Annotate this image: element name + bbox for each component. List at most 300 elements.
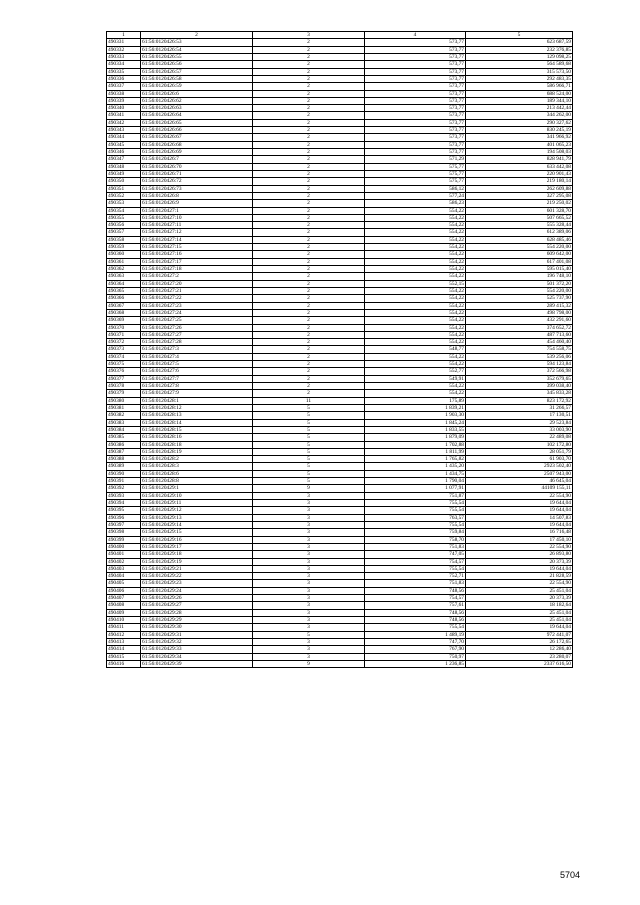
table-cell-col-5: 352 679,65	[466, 375, 573, 382]
table-cell-col-5: 219 250,02	[466, 200, 573, 207]
table-cell-col-3: 2	[253, 222, 365, 229]
table-cell-col-4: 757,61	[365, 602, 466, 609]
table-cell-col-2: 61:56:0120426:7	[141, 156, 253, 163]
table-cell-col-2: 61:56:0120426:71	[141, 170, 253, 177]
table-cell-col-1: 490331	[107, 39, 141, 46]
table-cell-col-2: 61:56:0120427:16	[141, 251, 253, 258]
table-cell-col-2: 61:56:0120429:23	[141, 580, 253, 587]
table-cell-col-5: 586 966,71	[466, 83, 573, 90]
table-cell-col-2: 61:56:0120427:7	[141, 375, 253, 382]
table-cell-col-4: 554,22	[365, 287, 466, 294]
table-cell-col-1: 490410	[107, 617, 141, 624]
table-cell-col-5: 194 508,03	[466, 149, 573, 156]
table-cell-col-3: 2	[253, 266, 365, 273]
table-cell-col-2: 61:56:0120426:9	[141, 200, 253, 207]
table-cell-col-4: 767,90	[365, 646, 466, 653]
column-header-2: 2	[141, 32, 253, 39]
table-row	[107, 39, 573, 46]
table-cell-col-4: 573,77	[365, 75, 466, 82]
table-cell-col-5: 19 644,04	[466, 507, 573, 514]
table-cell-col-2: 61:56:0120427:22	[141, 295, 253, 302]
table-cell-col-4: 554,22	[365, 214, 466, 221]
table-cell-col-4: 552,77	[365, 368, 466, 375]
table-cell-col-5: 21 828,59	[466, 573, 573, 580]
table-cell-col-4: 575,77	[365, 178, 466, 185]
table-cell-col-1: 490371	[107, 331, 141, 338]
table-cell-col-3: 5	[253, 412, 365, 419]
table-row	[107, 163, 573, 170]
table-cell-col-3: 5	[253, 448, 365, 455]
table-cell-col-4: 755,54	[365, 507, 466, 514]
table-cell-col-2: 61:56:0120426:55	[141, 53, 253, 60]
table-cell-col-4: 755,54	[365, 500, 466, 507]
table-cell-col-3: 2	[253, 339, 365, 346]
table-cell-col-3: 9	[253, 660, 365, 667]
table-cell-col-5: 2507 943,00	[466, 470, 573, 477]
table-row	[107, 317, 573, 324]
table-cell-col-3: 2	[253, 287, 365, 294]
table-cell-col-3: 2	[253, 236, 365, 243]
table-row	[107, 617, 573, 624]
table-row	[107, 463, 573, 470]
table-row	[107, 492, 573, 499]
table-cell-col-5: 19 644,04	[466, 624, 573, 631]
table-cell-col-5: 25 451,04	[466, 609, 573, 616]
table-cell-col-4: 554,22	[365, 244, 466, 251]
table-cell-col-4: 573,77	[365, 127, 466, 134]
table-cell-col-4: 751,83	[365, 580, 466, 587]
table-cell-col-2: 61:56:0120429:16	[141, 536, 253, 543]
table-cell-col-4: 759,84	[365, 529, 466, 536]
table-cell-col-5: 498 798,00	[466, 309, 573, 316]
table-cell-col-1: 490380	[107, 397, 141, 404]
table-row	[107, 558, 573, 565]
table-cell-col-2: 61:56:0120428:15	[141, 426, 253, 433]
table-cell-col-5: 345 833,28	[466, 390, 573, 397]
table-row	[107, 75, 573, 82]
table-cell-col-2: 61:56:0120429:24	[141, 587, 253, 594]
table-cell-col-5: 44109 155,11	[466, 485, 573, 492]
table-row	[107, 280, 573, 287]
table-cell-col-5: 17 130,51	[466, 412, 573, 419]
table-cell-col-1: 490366	[107, 295, 141, 302]
table-cell-col-3: 2	[253, 390, 365, 397]
table-row	[107, 660, 573, 667]
table-cell-col-2: 61:56:0120429:32	[141, 638, 253, 645]
table-cell-col-3: 5	[253, 456, 365, 463]
table-cell-col-1: 490405	[107, 580, 141, 587]
table-cell-col-3: 2	[253, 46, 365, 53]
table-cell-col-4: 763,57	[365, 514, 466, 521]
table-cell-col-3: 2	[253, 207, 365, 214]
table-cell-col-3: 5	[253, 441, 365, 448]
table-cell-col-3: 5	[253, 631, 365, 638]
table-cell-col-4: 755,54	[365, 521, 466, 528]
table-cell-col-5: 454 460,40	[466, 339, 573, 346]
table-cell-col-1: 490374	[107, 353, 141, 360]
table-cell-col-2: 61:56:0120426:54	[141, 46, 253, 53]
table-cell-col-5: 18 182,64	[466, 602, 573, 609]
table-cell-col-1: 490343	[107, 127, 141, 134]
table-cell-col-2: 61:56:0120429:33	[141, 646, 253, 653]
table-cell-col-2: 61:56:0120426:57	[141, 68, 253, 75]
table-cell-col-2: 61:56:0120426:63	[141, 105, 253, 112]
table-cell-col-4: 573,77	[365, 90, 466, 97]
table-cell-col-4: 573,77	[365, 97, 466, 104]
table-cell-col-4: 573,77	[365, 39, 466, 46]
table-cell-col-1: 490365	[107, 287, 141, 294]
table-row	[107, 441, 573, 448]
table-cell-col-2: 61:56:0120426:72	[141, 178, 253, 185]
table-cell-col-5: 399 038,40	[466, 383, 573, 390]
table-cell-col-4: 554,22	[365, 331, 466, 338]
table-row	[107, 229, 573, 236]
table-cell-col-4: 577,24	[365, 192, 466, 199]
table-row	[107, 543, 573, 550]
table-cell-col-2: 61:56:0120427:21	[141, 287, 253, 294]
table-cell-col-2: 61:56:0120427:10	[141, 214, 253, 221]
table-cell-col-4: 571,29	[365, 156, 466, 163]
table-row	[107, 127, 573, 134]
table-cell-col-5: 12 286,40	[466, 646, 573, 653]
table-cell-col-2: 61:56:0120429:27	[141, 602, 253, 609]
table-cell-col-4: 1 903,30	[365, 412, 466, 419]
table-row	[107, 573, 573, 580]
table-row	[107, 134, 573, 141]
table-cell-col-2: 61:56:0120429:17	[141, 543, 253, 550]
table-row	[107, 412, 573, 419]
table-cell-col-4: 751,87	[365, 492, 466, 499]
table-row	[107, 90, 573, 97]
table-cell-col-5: 555 328,44	[466, 222, 573, 229]
table-cell-col-2: 61:56:0120426:8	[141, 192, 253, 199]
table-cell-col-2: 61:56:0120428:1	[141, 397, 253, 404]
table-cell-col-5: 28 051,79	[466, 448, 573, 455]
table-cell-col-4: 1 077,91	[365, 485, 466, 492]
table-cell-col-2: 61:56:0120429:1	[141, 485, 253, 492]
table-cell-col-4: 586,23	[365, 200, 466, 207]
table-cell-col-3: 5	[253, 419, 365, 426]
table-cell-col-1: 490389	[107, 463, 141, 470]
table-cell-col-5: 617 401,08	[466, 258, 573, 265]
table-cell-col-1: 490367	[107, 302, 141, 309]
table-cell-col-5: 2337 616,50	[466, 660, 573, 667]
table-row	[107, 595, 573, 602]
table-cell-col-4: 549,91	[365, 375, 466, 382]
table-cell-col-5: 196 748,10	[466, 273, 573, 280]
column-header-1: 1	[107, 32, 141, 39]
table-cell-col-4: 1 702,88	[365, 441, 466, 448]
table-cell-col-3: 2	[253, 368, 365, 375]
table-cell-col-5: 554 220,00	[466, 287, 573, 294]
table-cell-col-3: 5	[253, 426, 365, 433]
table-cell-col-2: 61:56:0120429:31	[141, 631, 253, 638]
table-cell-col-1: 490401	[107, 551, 141, 558]
table-row	[107, 46, 573, 53]
table-cell-col-1: 490384	[107, 426, 141, 433]
table-row	[107, 61, 573, 68]
table-cell-col-5: 609 642,00	[466, 251, 573, 258]
table-cell-col-1: 490403	[107, 565, 141, 572]
table-row	[107, 149, 573, 156]
table-cell-col-2: 61:56:0120429:30	[141, 624, 253, 631]
table-cell-col-5: 633 442,08	[466, 163, 573, 170]
table-cell-col-4: 554,22	[365, 317, 466, 324]
table-cell-col-3: 2	[253, 112, 365, 119]
table-cell-col-2: 61:56:0120426:66	[141, 127, 253, 134]
table-cell-col-5: 372 566,98	[466, 368, 573, 375]
table-cell-col-5: 823 172,92	[466, 397, 573, 404]
table-row	[107, 485, 573, 492]
table-cell-col-4: 573,77	[365, 46, 466, 53]
column-header-5: 5	[466, 32, 573, 39]
table-row	[107, 258, 573, 265]
table-cell-col-5: 501 372,20	[466, 280, 573, 287]
table-row	[107, 119, 573, 126]
table-cell-col-4: 548,77	[365, 346, 466, 353]
table-cell-col-5: 213 442,44	[466, 105, 573, 112]
table-cell-col-5: 525 737,90	[466, 295, 573, 302]
table-cell-col-2: 61:56:0120429:28	[141, 609, 253, 616]
table-cell-col-1: 490377	[107, 375, 141, 382]
table-cell-col-1: 490373	[107, 346, 141, 353]
table-row	[107, 207, 573, 214]
table-cell-col-2: 61:56:0120428:14	[141, 419, 253, 426]
table-row	[107, 624, 573, 631]
table-cell-col-1: 490345	[107, 141, 141, 148]
table-cell-col-4: 554,22	[365, 222, 466, 229]
table-cell-col-1: 490391	[107, 478, 141, 485]
table-cell-col-3: 3	[253, 595, 365, 602]
table-cell-col-5: 31 266,57	[466, 404, 573, 411]
header-row	[107, 32, 573, 39]
table-cell-col-4: 1 790,04	[365, 478, 466, 485]
table-cell-col-3: 2	[253, 156, 365, 163]
table-cell-col-5: 595 015,40	[466, 266, 573, 273]
table-cell-col-4: 554,22	[365, 353, 466, 360]
table-cell-col-4: 1 236,85	[365, 660, 466, 667]
table-cell-col-4: 554,22	[365, 324, 466, 331]
table-row	[107, 324, 573, 331]
table-cell-col-3: 3	[253, 492, 365, 499]
table-cell-col-1: 490379	[107, 390, 141, 397]
table-row	[107, 236, 573, 243]
table-row	[107, 646, 573, 653]
table-cell-col-1: 490411	[107, 624, 141, 631]
table-cell-col-4: 758,70	[365, 536, 466, 543]
table-cell-col-4: 748,56	[365, 609, 466, 616]
table-cell-col-1: 490363	[107, 273, 141, 280]
table-cell-col-3: 2	[253, 105, 365, 112]
table-cell-col-4: 1 839,21	[365, 404, 466, 411]
table-cell-col-5: 14 507,83	[466, 514, 573, 521]
table-cell-col-5: 972 441,07	[466, 631, 573, 638]
table-cell-col-4: 554,22	[365, 295, 466, 302]
table-cell-col-5: 22 554,90	[466, 492, 573, 499]
table-cell-col-4: 751,83	[365, 543, 466, 550]
table-cell-col-4: 586,12	[365, 185, 466, 192]
table-cell-col-5: 292 483,35	[466, 75, 573, 82]
table-cell-col-2: 61:56:0120426:73	[141, 185, 253, 192]
table-cell-col-1: 490370	[107, 324, 141, 331]
table-row	[107, 638, 573, 645]
table-cell-col-2: 61:56:0120427:25	[141, 317, 253, 324]
table-cell-col-4: 554,22	[365, 390, 466, 397]
table-cell-col-1: 490362	[107, 266, 141, 273]
table-cell-col-5: 594 123,84	[466, 361, 573, 368]
table-cell-col-1: 490392	[107, 485, 141, 492]
table-cell-col-5: 564 589,68	[466, 61, 573, 68]
table-row	[107, 112, 573, 119]
table-cell-col-3: 5	[253, 478, 365, 485]
table-cell-col-5: 628 485,46	[466, 236, 573, 243]
table-cell-col-1: 490400	[107, 543, 141, 550]
table-cell-col-1: 490336	[107, 75, 141, 82]
table-cell-col-2: 61:56:0120426:68	[141, 141, 253, 148]
table-cell-col-2: 61:56:0120428:2	[141, 456, 253, 463]
table-cell-col-2: 61:56:0120426:56	[141, 61, 253, 68]
table-row	[107, 456, 573, 463]
table-cell-col-4: 554,22	[365, 273, 466, 280]
table-cell-col-1: 490390	[107, 470, 141, 477]
table-cell-col-3: 2	[253, 61, 365, 68]
table-cell-col-1: 490354	[107, 207, 141, 214]
table-row	[107, 507, 573, 514]
table-cell-col-4: 754,57	[365, 558, 466, 565]
table-cell-col-3: 2	[253, 39, 365, 46]
table-cell-col-3: 3	[253, 543, 365, 550]
table-cell-col-1: 490396	[107, 514, 141, 521]
table-cell-col-1: 490360	[107, 251, 141, 258]
table-cell-col-5: 612 389,06	[466, 229, 573, 236]
table-row	[107, 551, 573, 558]
table-row	[107, 273, 573, 280]
table-cell-col-4: 1 811,99	[365, 448, 466, 455]
table-cell-col-1: 490385	[107, 434, 141, 441]
table-cell-col-5: 623 687,59	[466, 39, 573, 46]
table-cell-col-3: 3	[253, 609, 365, 616]
table-cell-col-4: 554,22	[365, 383, 466, 390]
table-cell-col-3: 2	[253, 302, 365, 309]
table-cell-col-5: 26 893,80	[466, 551, 573, 558]
table-cell-col-3: 5	[253, 463, 365, 470]
table-cell-col-2: 61:56:0120427:6	[141, 368, 253, 375]
table-cell-col-5: 61 903,70	[466, 456, 573, 463]
table-row	[107, 97, 573, 104]
table-cell-col-2: 61:56:0120429:34	[141, 653, 253, 660]
table-row	[107, 361, 573, 368]
table-row	[107, 529, 573, 536]
table-cell-col-1: 490334	[107, 61, 141, 68]
table-cell-col-5: 22 554,90	[466, 543, 573, 550]
table-cell-col-3: 3	[253, 565, 365, 572]
table-cell-col-3: 2	[253, 331, 365, 338]
table-cell-col-1: 490349	[107, 170, 141, 177]
table-cell-col-1: 490337	[107, 83, 141, 90]
table-row	[107, 602, 573, 609]
table-cell-col-1: 490333	[107, 53, 141, 60]
table-cell-col-5: 20 373,39	[466, 558, 573, 565]
table-cell-col-2: 61:56:0120429:22	[141, 573, 253, 580]
table-cell-col-3: 2	[253, 346, 365, 353]
table-cell-col-5: 19 644,04	[466, 565, 573, 572]
table-cell-col-5: 20 373,39	[466, 595, 573, 602]
table-cell-col-2: 61:56:0120427:4	[141, 353, 253, 360]
table-cell-col-3: 2	[253, 200, 365, 207]
table-cell-col-2: 61:56:0120427:18	[141, 266, 253, 273]
table-cell-col-4: 747,70	[365, 638, 466, 645]
table-cell-col-4: 573,77	[365, 83, 466, 90]
table-cell-col-5: 189 344,10	[466, 97, 573, 104]
table-cell-col-2: 61:56:0120427:14	[141, 236, 253, 243]
table-cell-col-4: 573,77	[365, 149, 466, 156]
table-cell-col-5: 22 554,90	[466, 580, 573, 587]
table-cell-col-4: 1 879,09	[365, 434, 466, 441]
table-cell-col-4: 754,57	[365, 595, 466, 602]
table-cell-col-1: 490338	[107, 90, 141, 97]
table-row	[107, 470, 573, 477]
table-cell-col-1: 490407	[107, 595, 141, 602]
table-cell-col-1: 490342	[107, 119, 141, 126]
table-cell-col-2: 61:56:0120429:39	[141, 660, 253, 667]
table-row	[107, 251, 573, 258]
table-row	[107, 397, 573, 404]
table-cell-col-5: 19 644,04	[466, 521, 573, 528]
table-cell-col-1: 490408	[107, 602, 141, 609]
table-row	[107, 536, 573, 543]
table-cell-col-5: 507 665,52	[466, 214, 573, 221]
table-cell-col-1: 490412	[107, 631, 141, 638]
table-cell-col-3: 2	[253, 97, 365, 104]
table-cell-col-5: 487 713,60	[466, 331, 573, 338]
table-row	[107, 178, 573, 185]
table-cell-col-4: 554,22	[365, 361, 466, 368]
table-cell-col-2: 61:56:0120429:19	[141, 558, 253, 565]
table-cell-col-2: 61:56:0120426:59	[141, 83, 253, 90]
table-cell-col-2: 61:56:0120426:67	[141, 134, 253, 141]
table-row	[107, 244, 573, 251]
table-cell-col-3: 2	[253, 170, 365, 177]
table-cell-col-1: 490361	[107, 258, 141, 265]
table-row	[107, 266, 573, 273]
table-cell-col-2: 61:56:0120427:11	[141, 222, 253, 229]
table-row	[107, 653, 573, 660]
table-row	[107, 478, 573, 485]
page-number: 5704	[560, 870, 581, 880]
table-cell-col-3: 3	[253, 602, 365, 609]
table-cell-col-1: 490415	[107, 653, 141, 660]
table-cell-col-1: 490356	[107, 222, 141, 229]
table-cell-col-1: 490414	[107, 646, 141, 653]
table-row	[107, 609, 573, 616]
table-cell-col-3: 3	[253, 500, 365, 507]
table-cell-col-2: 61:56:0120426:70	[141, 163, 253, 170]
table-cell-col-5: 315 573,50	[466, 68, 573, 75]
table-cell-col-3: 3	[253, 638, 365, 645]
table-cell-col-5: 828 941,79	[466, 156, 573, 163]
table-cell-col-2: 61:56:0120428:6	[141, 470, 253, 477]
table-cell-col-1: 490353	[107, 200, 141, 207]
table-row	[107, 368, 573, 375]
table-cell-col-2: 61:56:0120429:14	[141, 521, 253, 528]
table-cell-col-2: 61:56:0120427:23	[141, 302, 253, 309]
table-cell-col-5: 19 644,04	[466, 500, 573, 507]
table-cell-col-1: 490339	[107, 97, 141, 104]
table-cell-col-1: 490351	[107, 185, 141, 192]
table-cell-col-1: 490395	[107, 507, 141, 514]
table-cell-col-1: 490394	[107, 500, 141, 507]
table-row	[107, 500, 573, 507]
